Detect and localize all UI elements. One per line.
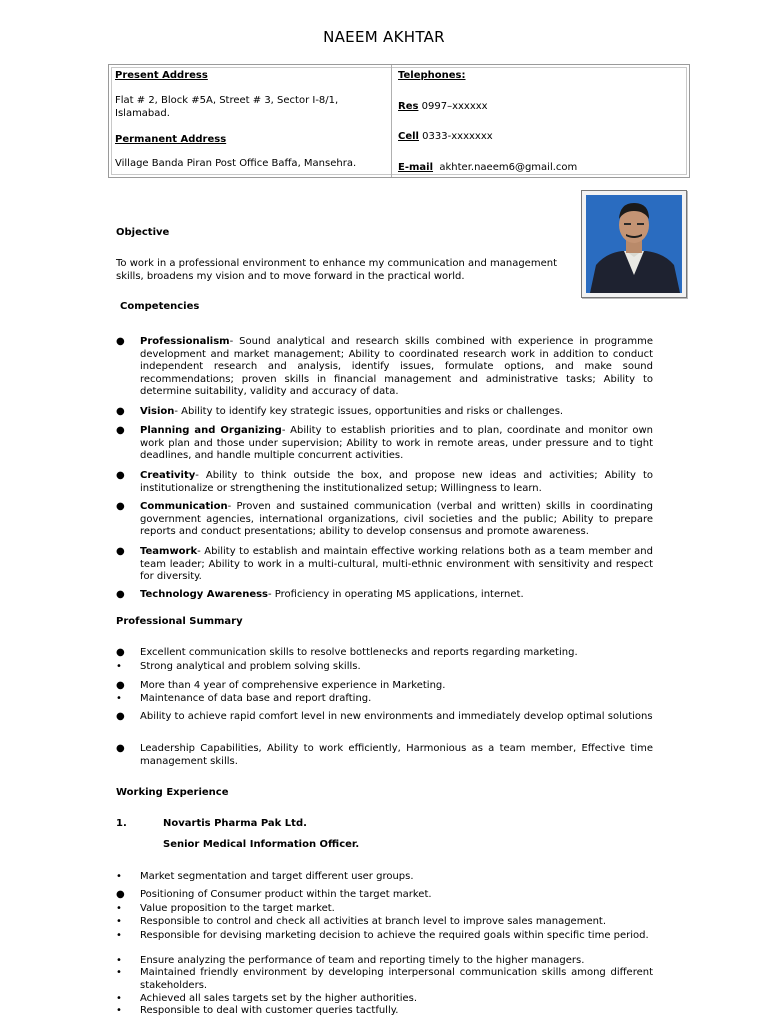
cell-label: Cell: [398, 131, 419, 142]
experience-item: • Ensure analyzing the performance of team and reporting timely to the higher managers.: [116, 955, 585, 966]
summary-heading: Professional Summary: [116, 616, 243, 627]
bullet-icon: •: [116, 955, 122, 966]
summary-item: ● More than 4 year of comprehensive experience in Marketing.: [116, 680, 446, 691]
bullet-icon: •: [116, 693, 122, 704]
email-label: E-mail: [398, 162, 434, 173]
bullet-icon: •: [116, 661, 122, 672]
photo-portrait: [586, 195, 682, 293]
objective-heading: Objective: [116, 227, 170, 238]
bullet-icon: ●: [116, 680, 125, 691]
experience-heading: Working Experience: [116, 787, 229, 798]
portrait-illustration: [586, 195, 682, 293]
telephones-label: Telephones:: [398, 70, 466, 81]
job-number: 1.: [116, 818, 127, 829]
bullet-icon: ●: [116, 501, 125, 512]
profile-photo: [581, 190, 687, 298]
email-value[interactable]: akhter.naeem6@gmail.com: [439, 162, 578, 173]
telephones-column: [392, 65, 689, 177]
competency-item: ● Creativity- Ability to think outside the box, and propose new ideas and activities; Ability to institutionalize or strengthening the institutionalized setup; Willingness to learn.: [116, 470, 653, 494]
objective-line-2: skills, broadens my vision and to move forward in the practical world.: [116, 271, 465, 282]
summary-item: ● Excellent communication skills to resolve bottlenecks and reports regarding marketing.: [116, 647, 578, 658]
bullet-icon: ●: [116, 406, 125, 417]
competency-item: ● Teamwork- Ability to establish and maintain effective working relations both as a team member and team leader; Ability to work in a multi-cultural, multi-ethnic environment with sensitivity and respect for diversity.: [116, 546, 653, 582]
job-company: Novartis Pharma Pak Ltd.: [163, 818, 307, 829]
email-row: [398, 162, 577, 174]
competency-item: ● Technology Awareness- Proficiency in operating MS applications, internet.: [116, 589, 524, 600]
permanent-address-label: Permanent Address: [115, 134, 227, 145]
present-address-line1: Flat # 2, Block #5A, Street # 3, Sector I-8/1,: [115, 95, 339, 106]
cell-value: 0333-xxxxxxx: [422, 131, 493, 142]
present-address-label: Present Address: [115, 70, 208, 81]
competency-item: ● Professionalism- Sound analytical and research skills combined with experience in programme development and market management; Ability to coordinated research work in addition to conduct independent research and analysis, identify issues, formulate options, and make sound recommendations; proven skills in financial management and administrative tasks; Ability to determine suitability, validity and accuracy of data.: [116, 336, 653, 397]
summary-item: ● Ability to achieve rapid comfort level in new environments and immediately develop optimal solutions: [116, 711, 653, 722]
summary-item: ● Leadership Capabilities, Ability to work efficiently, Harmonious as a team member, Effective time management skills.: [116, 743, 653, 767]
experience-item: • Responsible to deal with customer queries tactfully.: [116, 1005, 399, 1016]
competency-item: ● Planning and Organizing- Ability to establish priorities and to plan, coordinate and monitor own work plan and those under supervision; Ability to work in remote areas, under pressure and to tight deadlines, and handle multiple concurrent activities.: [116, 425, 653, 461]
job-title: Senior Medical Information Officer.: [163, 839, 360, 850]
summary-item: • Maintenance of data base and report drafting.: [116, 693, 372, 704]
experience-item: ● Positioning of Consumer product within the target market.: [116, 889, 432, 900]
bullet-icon: ●: [116, 546, 125, 557]
candidate-name: NAEEM AKHTAR: [323, 28, 445, 46]
permanent-address: Village Banda Piran Post Office Baffa, Mansehra.: [115, 158, 357, 169]
objective-line-1: To work in a professional environment to enhance my communication and management: [116, 258, 557, 269]
experience-item: • Value proposition to the target market.: [116, 903, 335, 914]
competency-item: ● Communication- Proven and sustained communication (verbal and written) skills in coordinating government agencies, international organizations, civil societies and the public; Ability to prepare reports and conduct presentations; ability to develop consensus and promote awareness.: [116, 501, 653, 537]
bullet-icon: ●: [116, 743, 125, 754]
competencies-heading: Competencies: [120, 301, 200, 312]
res-phone: [398, 101, 488, 113]
bullet-icon: ●: [116, 336, 125, 347]
bullet-icon: ●: [116, 647, 125, 658]
present-address-line2: Islamabad.: [115, 108, 170, 119]
bullet-icon: ●: [116, 589, 125, 600]
summary-item: • Strong analytical and problem solving skills.: [116, 661, 361, 672]
bullet-icon: •: [116, 930, 122, 941]
experience-item: • Market segmentation and target different user groups.: [116, 871, 414, 882]
bullet-icon: •: [116, 916, 122, 927]
res-value: 0997–xxxxxx: [421, 101, 488, 112]
bullet-icon: •: [116, 1005, 122, 1016]
bullet-icon: •: [116, 967, 122, 978]
competency-item: ● Vision- Ability to identify key strategic issues, opportunities and risks or challenges.: [116, 406, 564, 417]
bullet-icon: ●: [116, 425, 125, 436]
bullet-icon: •: [116, 871, 122, 882]
experience-item: • Achieved all sales targets set by the higher authorities.: [116, 993, 418, 1004]
experience-item: • Responsible for devising marketing decision to achieve the required goals within specific time period.: [116, 930, 649, 941]
bullet-icon: ●: [116, 711, 125, 722]
bullet-icon: ●: [116, 889, 125, 900]
address-column: [109, 65, 392, 177]
cell-phone: [398, 131, 493, 143]
bullet-icon: •: [116, 903, 122, 914]
res-label: Res: [398, 101, 419, 112]
experience-item: • Maintained friendly environment by developing interpersonal communication skills among different stakeholders.: [116, 967, 653, 991]
bullet-icon: ●: [116, 470, 125, 481]
contact-table: [108, 64, 690, 178]
bullet-icon: •: [116, 993, 122, 1004]
experience-item: • Responsible to control and check all activities at branch level to improve sales management.: [116, 916, 607, 927]
